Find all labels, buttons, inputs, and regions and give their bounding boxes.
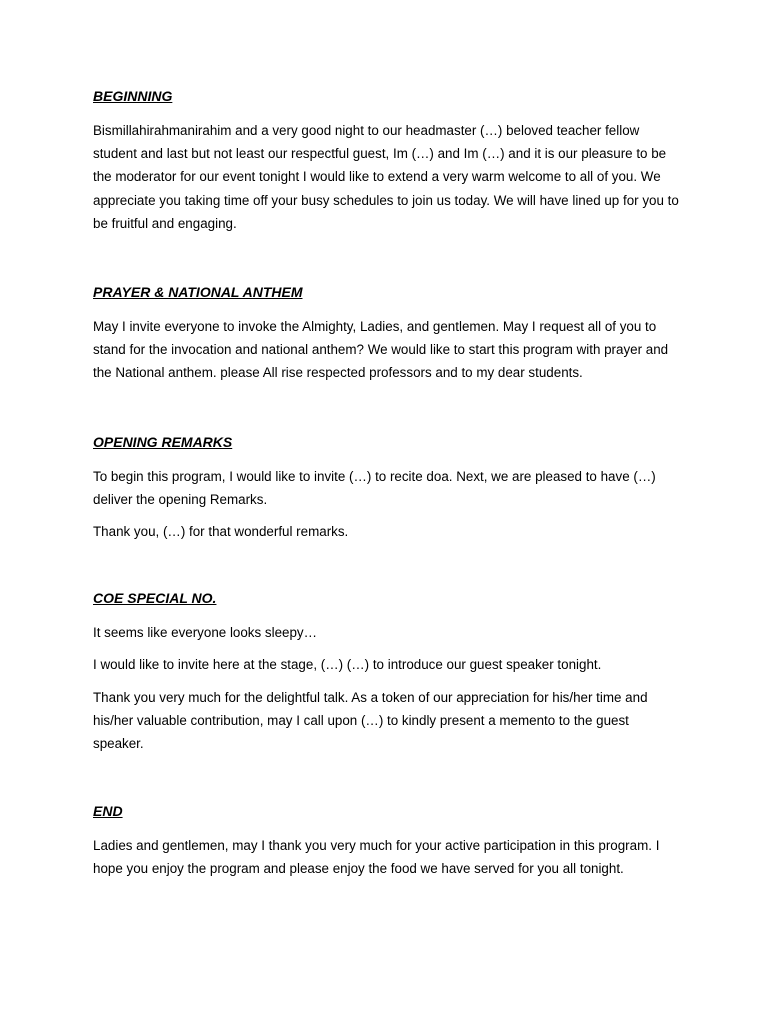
section-paragraph: Ladies and gentlemen, may I thank you very much for your active participation in this program. I hope you enjoy the program and please enjoy the food we have served for you all tonight. bbox=[93, 838, 660, 877]
section-beginning bbox=[93, 86, 679, 235]
section-paragraph: May I invite everyone to invoke the Almighty, Ladies, and gentlemen. May I request all of you to stand for the invocation and national anthem? We would like to start this program with prayer and the National anthem. please All rise respected professors and to my dear students. bbox=[93, 319, 669, 381]
section-paragraph: It seems like everyone looks sleepy… bbox=[93, 625, 318, 641]
section-paragraph: I would like to invite here at the stage, (…) (…) to introduce our guest speaker tonight. bbox=[93, 657, 602, 673]
section-heading: PRAYER & NATIONAL ANTHEM bbox=[93, 284, 303, 301]
section-end bbox=[93, 801, 679, 880]
section-prayer-national-anthem bbox=[93, 282, 679, 385]
section-paragraph: Thank you, (…) for that wonderful remarks. bbox=[93, 524, 349, 540]
document-page bbox=[93, 86, 679, 890]
section-paragraph: Bismillahirahmanirahim and a very good night to our headmaster (…) beloved teacher fellow student and last but not least our respectful guest, Im (…) and Im (…) and it is our pleasure to be the moderator for our event tonight I would like to extend a very warm welcome to all of you. We appreciate you taking time off your busy schedules to join us today. We will have lined up for you to be fruitful and engaging. bbox=[93, 123, 679, 231]
section-opening-remarks bbox=[93, 432, 679, 544]
section-heading: END bbox=[93, 803, 123, 820]
section-paragraph: To begin this program, I would like to invite (…) to recite doa. Next, we are pleased to have (…) deliver the opening Remarks. bbox=[93, 468, 656, 507]
section-heading: COE SPECIAL NO. bbox=[93, 590, 217, 607]
section-paragraph: Thank you very much for the delightful talk. As a token of our appreciation for his/her time and his/her valuable contribution, may I call upon (…) to kindly present a memento to the guest speaker. bbox=[93, 689, 648, 752]
section-heading: OPENING REMARKS bbox=[93, 433, 233, 450]
section-heading: BEGINNING bbox=[93, 88, 173, 104]
section-coe-special-no bbox=[93, 588, 679, 755]
